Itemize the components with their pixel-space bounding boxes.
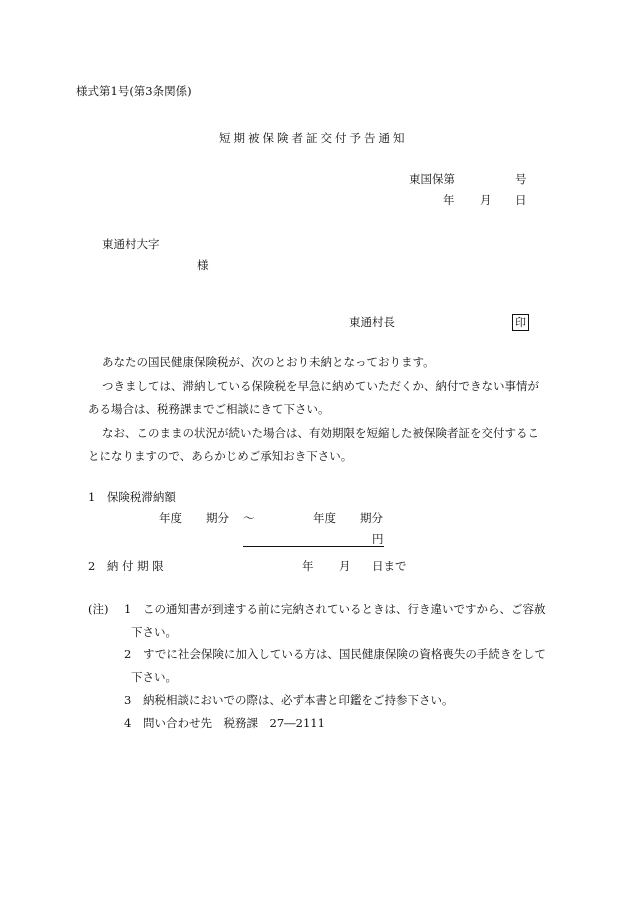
item1-label: 1 保険税滞納額: [88, 490, 176, 504]
note-text: 納税相談においでの際は、必ず本書と印鑑をご持参下さい。: [143, 693, 454, 707]
note-number: 2: [124, 647, 132, 661]
item2-until: 日まで: [372, 559, 407, 573]
doc-ref-prefix: 東国保第: [409, 172, 455, 186]
body-line: なお、このままの状況が続いた場合は、有効期限を短縮した被保険者証を交付するこ: [102, 426, 539, 440]
seal-mark: 印: [512, 314, 529, 331]
date-month: 月: [480, 193, 492, 207]
note-text: 問い合わせ先 税務課 27―2111: [143, 716, 325, 730]
note-number: 1: [124, 602, 132, 616]
item2-label: 2 納 付 期 限: [88, 559, 164, 573]
date-year: 年: [443, 193, 455, 207]
item2-year: 年: [302, 559, 314, 573]
item2-month: 月: [339, 559, 351, 573]
form-number: 様式第1号(第3条関係): [76, 84, 192, 98]
notes-prefix: (注): [88, 602, 109, 616]
addressee-line: 東通村大字: [102, 237, 160, 251]
amount-underline: [243, 546, 384, 547]
doc-ref-suffix: 号: [515, 172, 527, 186]
body-line: あなたの国民健康保険税が、次のとおり未納となっております。: [102, 355, 435, 369]
item1-tilde: 〜: [243, 511, 255, 525]
sender-name: 東通村長: [349, 315, 395, 329]
item1-to-year: 年度: [313, 511, 336, 525]
item1-from-period: 期分: [206, 511, 229, 525]
addressee-honorific: 様: [197, 258, 209, 272]
body-line: ある場合は、税務課までご相談にきて下さい。: [88, 402, 330, 416]
note-text: 下さい。: [131, 625, 177, 639]
note-text: 下さい。: [131, 670, 177, 684]
body-line: とになりますので、あらかじめご承知おき下さい。: [88, 449, 353, 463]
date-day: 日: [515, 193, 527, 207]
document-title: 短期被保険者証交付予告通知: [219, 131, 408, 145]
note-text: すでに社会保険に加入している方は、国民健康保険の資格喪失の手続きをして: [143, 647, 546, 661]
note-number: 3: [124, 693, 132, 707]
item1-yen: 円: [372, 532, 384, 546]
note-number: 4: [124, 716, 132, 730]
item1-to-period: 期分: [360, 511, 383, 525]
body-line: つきましては、滞納している保険税を早急に納めていただくか、納付できない事情が: [102, 379, 539, 393]
note-text: この通知書が到達する前に完納されているときは、行き違いですから、ご容赦: [143, 602, 546, 616]
item1-from-year: 年度: [159, 511, 182, 525]
